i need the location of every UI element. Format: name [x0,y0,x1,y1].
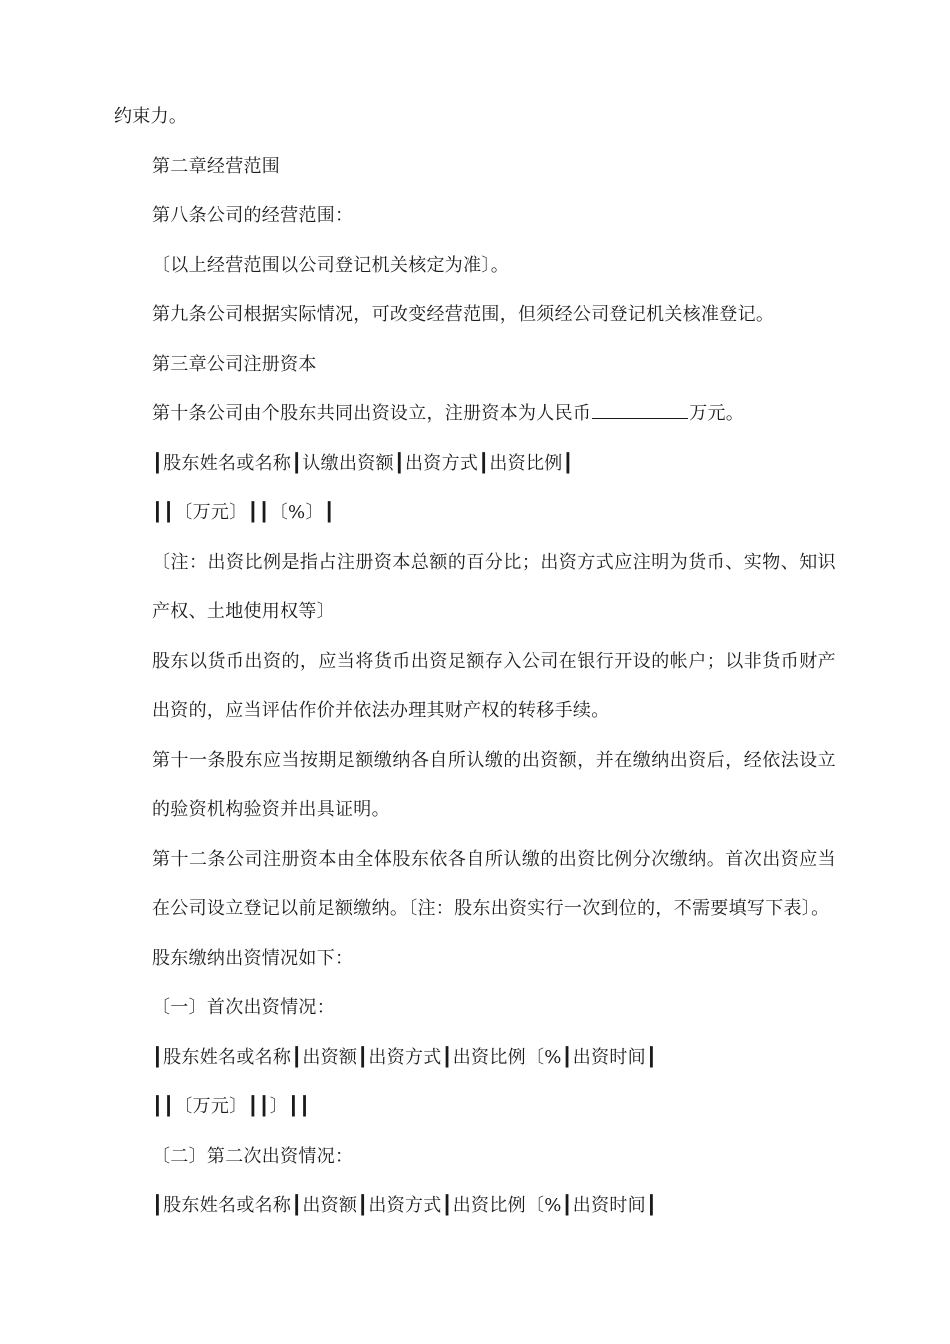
fill-in-blank [592,400,688,419]
article-paragraph: 第十一条股东应当按期足额缴纳各自所认缴的出资额，并在缴纳出资后，经依法设立的验资机构验资并出具证明。 [152,749,836,820]
table-unit-row: ┃┃〔万元〕┃┃〔%〕┃ [152,502,335,523]
document-body [114,92,836,1231]
article-paragraph: 第十二条公司注册资本由全体股东依各自所认缴的出资比例分次缴纳。首次出资应当在公司设立登记以前足额缴纳。〔注：股东出资实行一次到位的，不需要填写下表〕。 [152,848,836,919]
article-paragraph [114,389,836,439]
paragraph: 股东以货币出资的，应当将货币出资足额存入公司在银行开设的帐户；以非货币财产出资的，应当评估作价并依法办理其财产权的转移手续。 [152,650,836,721]
article-paragraph: 第八条公司的经营范围： [152,205,354,226]
article-text-before: 第十条公司由个股东共同出资设立，注册资本为人民币 [152,403,592,424]
table-unit-row: ┃┃〔万元〕┃┃〕┃┃ [152,1096,311,1117]
table-header-row: ┃股东姓名或名称┃认缴出资额┃出资方式┃出资比例┃ [152,452,574,474]
table-header-row: ┃股东姓名或名称┃出资额┃出资方式┃出资比例〔%┃出资时间┃ [152,1195,658,1216]
paragraph: 约束力。 [114,106,188,127]
article-paragraph: 第九条公司根据实际情况，可改变经营范围，但须经公司登记机关核准登记。 [152,304,775,325]
section-heading: 〔一〕首次出资情况： [152,997,335,1018]
paragraph: 〔以上经营范围以公司登记机关核定为准〕。 [152,254,509,276]
chapter-heading: 第三章公司注册资本 [152,353,317,375]
note-paragraph: 〔注：出资比例是指占注册资本总额的百分比；出资方式应注明为货币、实物、知识产权、土地使用权等〕 [152,551,836,622]
article-text-after: 万元。 [689,403,745,424]
table-header-row: ┃股东姓名或名称┃出资额┃出资方式┃出资比例〔%┃出资时间┃ [152,1046,658,1068]
section-heading: 〔二〕第二次出资情况： [152,1145,354,1167]
chapter-heading: 第二章经营范围 [152,155,281,177]
paragraph: 股东缴纳出资情况如下： [152,947,354,969]
